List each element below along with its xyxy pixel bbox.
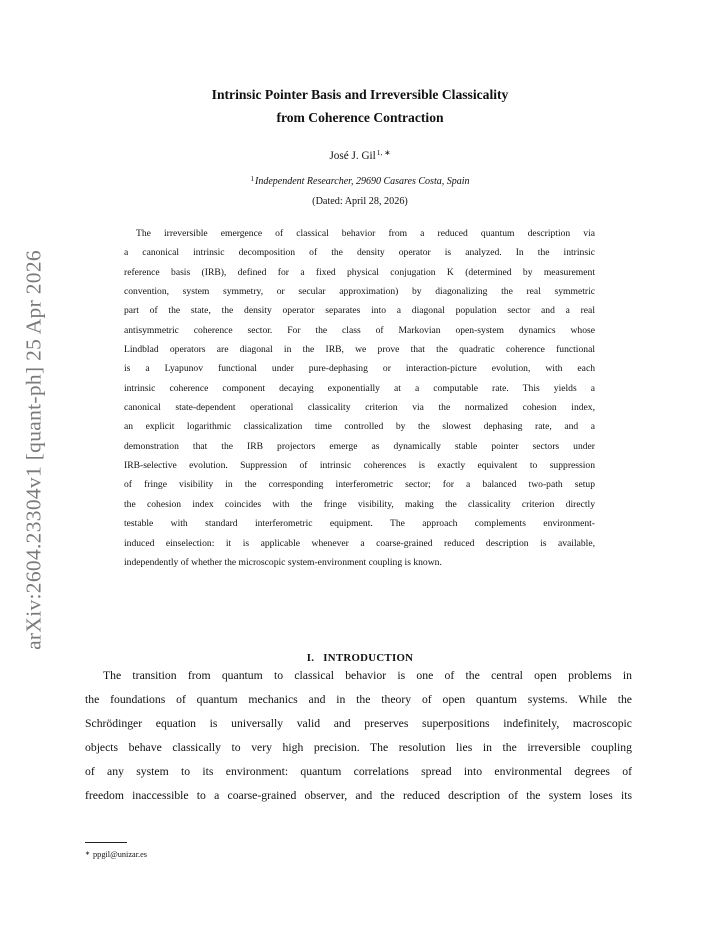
arxiv-sidebar-stamp	[14, 240, 54, 660]
abstract-line: independently of whether the microscopic system-environment coupling is known.	[124, 556, 442, 568]
footnote	[85, 850, 147, 859]
abstract-line: convention, system symmetry, or secular approximation) by diagonalizing the real symmetric	[124, 286, 595, 298]
abstract-line: antisymmetric coherence sector. For the class of Markovian open-system dynamics whose	[124, 324, 595, 336]
abstract-line: reference basis (IRB), defined for a fixed physical conjugation K (determined by measurement	[124, 266, 595, 278]
abstract-line: The irreversible emergence of classical behavior from a reduced quantum description via	[136, 228, 595, 239]
intro-line: the foundations of quantum mechanics and in the theory of open quantum systems. While the	[85, 693, 632, 707]
paper-title	[0, 83, 720, 129]
author-name: José J. Gil	[329, 150, 376, 162]
introduction-text	[85, 664, 632, 809]
date-line: (Dated: April 28, 2026)	[312, 196, 408, 207]
section-number: I.	[306, 652, 315, 664]
abstract-line: induced einselection: it is applicable whenever a coarse-grained reduced description is available,	[124, 537, 595, 549]
abstract-line: intrinsic coherence component decaying exponentially at a computable rate. This yields a	[124, 382, 595, 394]
abstract-line: testable with standard interferometric equipment. The approach complements environment-	[124, 518, 595, 530]
abstract-line: an explicit logarithmic classicalization time controlled by the slowest dephasing rate, and a	[124, 421, 595, 433]
abstract-line: the cohesion index coincides with the fringe visibility, making the classicality criterion directly	[124, 498, 595, 510]
intro-line: of any system to its environment: quantum correlations spread into environmental degrees of	[85, 765, 632, 779]
affiliation-mark: 1	[250, 175, 254, 183]
intro-line: objects behave classically to very high precision. The resolution lies in the irreversible coupling	[85, 741, 632, 755]
author-line	[0, 148, 720, 162]
intro-line: The transition from quantum to classical behavior is one of the central open problems in	[103, 669, 632, 682]
intro-line: Schrödinger equation is universally valid and preserves superpositions indefinitely, macroscopic	[85, 717, 632, 731]
footnote-email: ppgil@unizar.es	[93, 850, 147, 859]
intro-line: freedom inaccessible to a coarse-grained observer, and the reduced description of the system loses its	[85, 789, 632, 803]
author-marks: 1, ∗	[376, 148, 391, 157]
title-line-1: Intrinsic Pointer Basis and Irreversible Classicality	[211, 87, 509, 102]
abstract-line: is a Lyapunov functional under pure-dephasing or interaction-picture evolution, with each	[124, 363, 595, 375]
footnote-rule	[85, 842, 127, 843]
abstract-line: demonstration that the IRB projectors emerge as dynamically stable pointer sectors under	[124, 440, 595, 452]
abstract-line: canonical state-dependent operational classicality criterion via the normalized cohesion index,	[124, 402, 595, 414]
arxiv-identifier: arXiv:2604.23304v1 [quant-ph] 25 Apr 2026	[21, 250, 46, 650]
footnote-mark: ∗	[85, 851, 91, 857]
affiliation	[0, 175, 720, 187]
affiliation-text: Independent Researcher, 29690 Casares Costa, Spain	[254, 176, 470, 187]
section-title: INTRODUCTION	[323, 652, 414, 664]
section-heading	[0, 652, 720, 664]
abstract-line: of fringe visibility in the corresponding interferometric sector; for a balanced two-path setup	[124, 479, 595, 491]
abstract-line: Lindblad operators are diagonal in the IRB, we prove that the quadratic coherence functional	[124, 344, 595, 356]
abstract	[124, 224, 595, 572]
abstract-line: part of the state, the density operator separates into a diagonal population sector and a real	[124, 305, 595, 317]
title-line-2: from Coherence Contraction	[276, 110, 444, 125]
abstract-line: IRB-selective evolution. Suppression of intrinsic coherences is exactly equivalent to suppression	[124, 460, 595, 472]
abstract-line: a canonical intrinsic decomposition of the density operator is analyzed. In the intrinsic	[124, 247, 595, 259]
